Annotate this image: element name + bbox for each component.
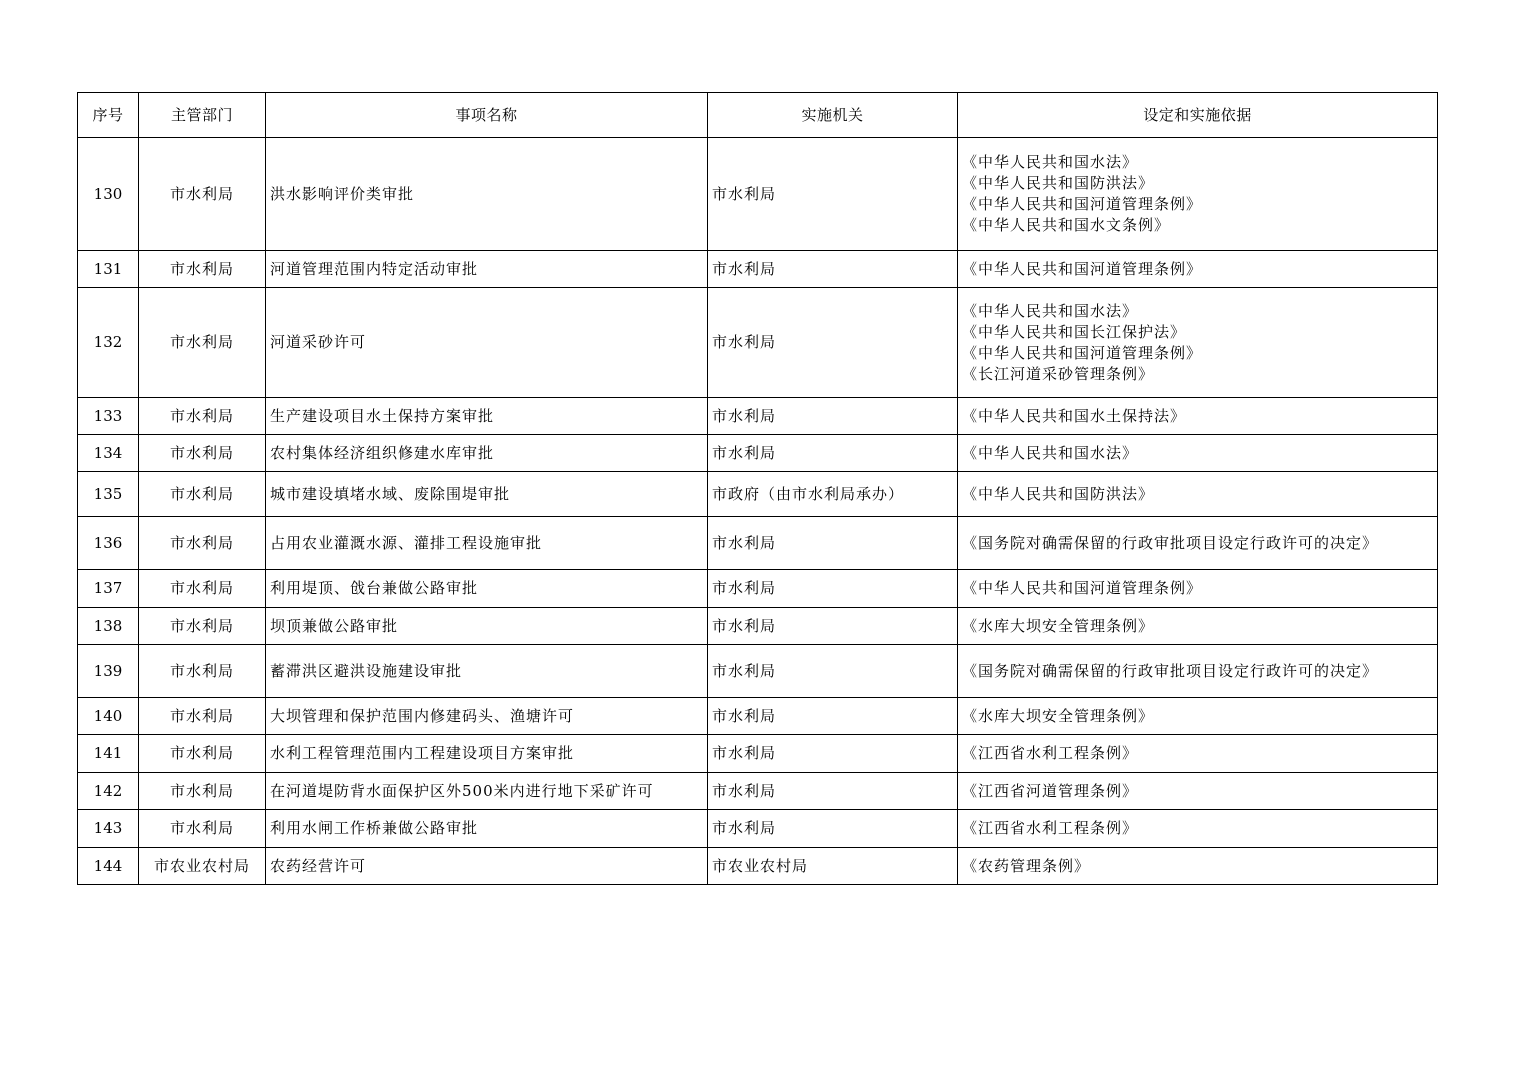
item-name-cell: 河道采砂许可 [266,288,708,398]
table-header-row [78,93,1438,138]
item-name-cell: 洪水影响评价类审批 [266,138,708,251]
department-cell: 市水利局 [139,645,266,698]
implementing-agency-cell: 市农业农村局 [708,848,958,885]
implementing-agency-cell: 市水利局 [708,608,958,645]
department-cell: 市水利局 [139,472,266,517]
header-legal-basis: 设定和实施依据 [958,93,1438,138]
table-body [78,138,1438,885]
table-row [78,517,1438,570]
item-name-cell: 利用水闸工作桥兼做公路审批 [266,810,708,848]
item-name-cell: 生产建设项目水土保持方案审批 [266,398,708,435]
department-cell: 市水利局 [139,773,266,810]
legal-basis-line: 《中华人民共和国水法》 [962,443,1139,462]
item-name-cell: 河道管理范围内特定活动审批 [266,251,708,288]
item-name-cell: 大坝管理和保护范围内修建码头、渔塘许可 [266,698,708,735]
serial-number-cell: 133 [78,398,139,435]
legal-basis-line: 《中华人民共和国河道管理条例》 [962,579,1203,597]
serial-number-cell: 138 [78,608,139,645]
department-cell: 市水利局 [139,288,266,398]
serial-number-cell: 130 [78,138,139,251]
serial-number-cell: 132 [78,288,139,398]
legal-basis-line: 《中华人民共和国长江保护法》 [962,322,1187,341]
legal-basis-cell [958,435,1438,472]
legal-basis-line: 《江西省水利工程条例》 [962,819,1139,837]
department-cell: 市水利局 [139,517,266,570]
table-row [78,645,1438,698]
legal-basis-cell [958,138,1438,251]
legal-basis-line: 《水库大坝安全管理条例》 [962,706,1155,725]
approval-items-table [77,92,1438,885]
implementing-agency-cell: 市水利局 [708,698,958,735]
table-row [78,570,1438,608]
legal-basis-cell [958,645,1438,698]
legal-basis-line: 《中华人民共和国防洪法》 [962,174,1155,192]
legal-basis-cell [958,773,1438,810]
item-name-cell: 在河道堤防背水面保护区外500米内进行地下采矿许可 [266,773,708,810]
legal-basis-cell [958,398,1438,435]
department-cell: 市水利局 [139,810,266,848]
department-cell: 市农业农村局 [139,848,266,885]
implementing-agency-cell: 市政府（由市水利局承办） [708,472,958,517]
department-cell: 市水利局 [139,735,266,773]
legal-basis-line: 《中华人民共和国水法》 [962,153,1139,171]
table-row [78,735,1438,773]
implementing-agency-cell: 市水利局 [708,773,958,810]
department-cell: 市水利局 [139,398,266,435]
serial-number-cell: 140 [78,698,139,735]
serial-number-cell: 143 [78,810,139,848]
implementing-agency-cell: 市水利局 [708,251,958,288]
table-row [78,472,1438,517]
legal-basis-line: 《中华人民共和国水法》 [962,301,1139,320]
implementing-agency-cell: 市水利局 [708,735,958,773]
legal-basis-cell [958,251,1438,288]
implementing-agency-cell: 市水利局 [708,398,958,435]
serial-number-cell: 135 [78,472,139,517]
implementing-agency-cell: 市水利局 [708,288,958,398]
item-name-cell: 农村集体经济组织修建水库审批 [266,435,708,472]
item-name-cell: 农药经营许可 [266,848,708,885]
legal-basis-line: 《中华人民共和国水土保持法》 [962,406,1187,425]
legal-basis-cell [958,472,1438,517]
table-row [78,138,1438,251]
table-row [78,288,1438,398]
legal-basis-cell [958,698,1438,735]
legal-basis-line: 《中华人民共和国河道管理条例》 [962,195,1203,213]
implementing-agency-cell: 市水利局 [708,570,958,608]
item-name-cell: 坝顶兼做公路审批 [266,608,708,645]
serial-number-cell: 137 [78,570,139,608]
serial-number-cell: 136 [78,517,139,570]
legal-basis-line: 《国务院对确需保留的行政审批项目设定行政许可的决定》 [962,661,1379,680]
item-name-cell: 城市建设填堵水域、废除围堤审批 [266,472,708,517]
item-name-cell: 利用堤顶、戗台兼做公路审批 [266,570,708,608]
legal-basis-cell [958,810,1438,848]
legal-basis-line: 《江西省水利工程条例》 [962,744,1139,762]
item-name-cell: 蓄滞洪区避洪设施建设审批 [266,645,708,698]
serial-number-cell: 141 [78,735,139,773]
table-row [78,698,1438,735]
department-cell: 市水利局 [139,570,266,608]
department-cell: 市水利局 [139,435,266,472]
serial-number-cell: 139 [78,645,139,698]
legal-basis-line: 《江西省河道管理条例》 [962,781,1139,800]
implementing-agency-cell: 市水利局 [708,517,958,570]
legal-basis-cell [958,735,1438,773]
legal-basis-cell [958,288,1438,398]
legal-basis-line: 《国务院对确需保留的行政审批项目设定行政许可的决定》 [962,533,1379,552]
legal-basis-cell [958,517,1438,570]
serial-number-cell: 131 [78,251,139,288]
table-row [78,773,1438,810]
department-cell: 市水利局 [139,698,266,735]
header-department: 主管部门 [139,93,266,138]
item-name-cell: 占用农业灌溉水源、灌排工程设施审批 [266,517,708,570]
table-row [78,848,1438,885]
legal-basis-line: 《中华人民共和国防洪法》 [962,484,1155,503]
department-cell: 市水利局 [139,138,266,251]
item-name-cell: 水利工程管理范围内工程建设项目方案审批 [266,735,708,773]
implementing-agency-cell: 市水利局 [708,645,958,698]
header-item-name: 事项名称 [266,93,708,138]
table-row [78,810,1438,848]
serial-number-cell: 134 [78,435,139,472]
serial-number-cell: 144 [78,848,139,885]
legal-basis-line: 《中华人民共和国河道管理条例》 [962,259,1203,278]
legal-basis-line: 《中华人民共和国河道管理条例》 [962,343,1203,362]
legal-basis-line: 《水库大坝安全管理条例》 [962,616,1155,635]
implementing-agency-cell: 市水利局 [708,138,958,251]
department-cell: 市水利局 [139,608,266,645]
legal-basis-cell [958,848,1438,885]
legal-basis-line: 《长江河道采砂管理条例》 [962,364,1155,383]
table-row [78,608,1438,645]
implementing-agency-cell: 市水利局 [708,810,958,848]
department-cell: 市水利局 [139,251,266,288]
legal-basis-cell [958,608,1438,645]
legal-basis-line: 《中华人民共和国水文条例》 [962,216,1171,234]
table-row [78,435,1438,472]
table-row [78,251,1438,288]
implementing-agency-cell: 市水利局 [708,435,958,472]
header-serial-number: 序号 [78,93,139,138]
serial-number-cell: 142 [78,773,139,810]
legal-basis-cell [958,570,1438,608]
header-implementing-agency: 实施机关 [708,93,958,138]
table-row [78,398,1438,435]
legal-basis-line: 《农药管理条例》 [962,856,1091,875]
